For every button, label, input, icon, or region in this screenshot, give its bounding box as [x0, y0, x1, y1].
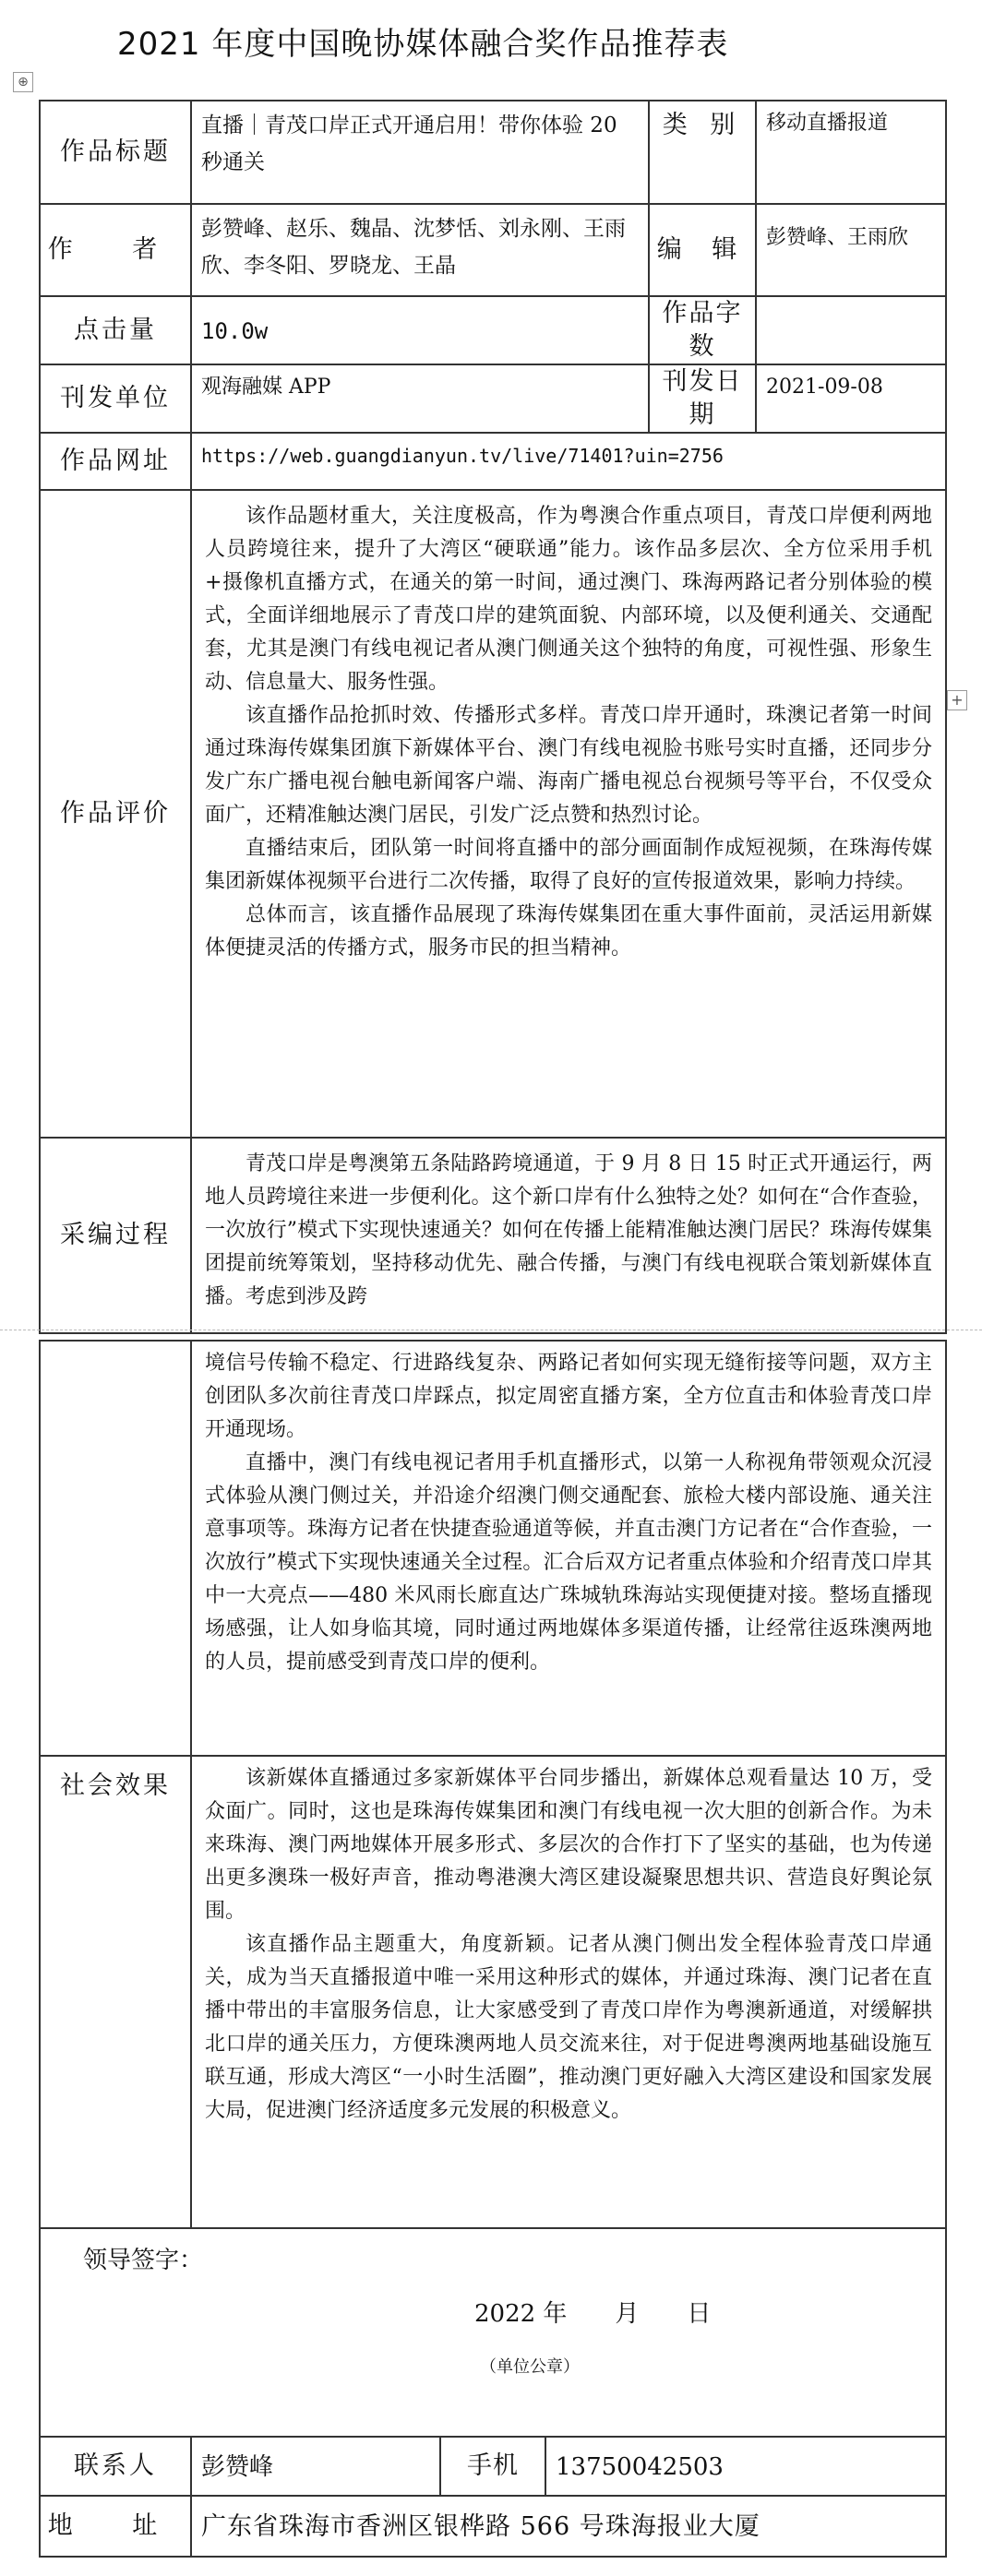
label-contact: 联系人 [40, 2437, 191, 2496]
page-title: 2021 年度中国晚协媒体融合奖作品推荐表 [117, 26, 729, 63]
review-paragraph: 总体而言，该直播作品展现了珠海传媒集团在重大事件面前，灵活运用新媒体便捷灵活的传播方式，服务市民的担当精神。 [205, 903, 933, 960]
leader-sign-label: 领导签字： [83, 2247, 204, 2274]
value-phone: 13750042503 [545, 2437, 946, 2496]
value-contact: 彭赞峰 [191, 2437, 440, 2496]
value-review [191, 490, 946, 1138]
process-paragraph: 直播中，澳门有线电视记者用手机直播形式，以第一人称视角带领观众沉浸式体验从澳门侧过关，并沿途介绍澳门侧交通配套、旅检大楼内部设施、通关注意事项等。珠海方记者在快捷查验通道等候，并直击澳门方记者在“合作查验，一次放行”模式下实现快速通关全过程。汇合后双方记者重点体验和介绍青茂口岸其中一大亮点——480 米风雨长廊直达广珠城轨珠海站实现便捷对接。整场直播现场感强，让人如身临其境，同时通过两地媒体多渠道传播，让经常往返珠澳两地的人员，提前感受到青茂口岸的便利。 [205, 1451, 933, 1674]
label-effect: 社会效果 [40, 1756, 191, 2228]
value-category: 移动直播报道 [756, 101, 946, 204]
value-effect [191, 1756, 946, 2228]
signature-block [40, 2228, 946, 2437]
label-process: 采编过程 [40, 1138, 191, 1333]
value-pubdate: 2021-09-08 [756, 364, 946, 433]
label-url: 作品网址 [40, 433, 191, 490]
sign-date: 2022 年 月 日 [474, 2300, 712, 2328]
recommendation-table-page1 [39, 100, 947, 1334]
review-paragraph: 直播结束后，团队第一时间将直播中的部分画面制作成短视频，在珠海传媒集团新媒体视频平台进行二次传播，取得了良好的宣传报道效果，影响力持续。 [205, 837, 933, 893]
label-address: 地 址 [40, 2496, 191, 2557]
value-title: 直播｜青茂口岸正式开通启用！带你体验 20 秒通关 [191, 101, 649, 204]
value-editor: 彭赞峰、王雨欣 [756, 204, 946, 296]
label-editor: 编 辑 [649, 204, 756, 296]
value-url[interactable]: https://web.guangdianyun.tv/live/71401?uin=2756 [191, 433, 946, 490]
label-category: 类 别 [649, 101, 756, 204]
label-clicks: 点击量 [40, 296, 191, 364]
process-paragraph: 青茂口岸是粤澳第五条陆路跨境通道，于 9 月 8 日 15 时正式开通运行，两地人员跨境往来进一步便利化。这个新口岸有什么独特之处？如何在“合作查验，一次放行”模式下实现快速通关？如何在传播上能精准触达澳门居民？珠海传媒集团提前统筹策划，坚持移动优先、融合传播，与澳门有线电视联合策划新媒体直播。考虑到涉及跨 [205, 1152, 933, 1308]
label-publisher: 刊发单位 [40, 364, 191, 433]
label-review: 作品评价 [40, 490, 191, 1138]
add-row-handle-icon[interactable]: + [947, 690, 967, 710]
review-paragraph: 该作品题材重大，关注度极高，作为粤澳合作重点项目，青茂口岸便利两地人员跨境往来，提升了大湾区“硬联通”能力。该作品多层次、全方位采用手机+摄像机直播方式，在通关的第一时间，通过澳门、珠海两路记者分别体验的模式，全面详细地展示了青茂口岸的建筑面貌、内部环境，以及便利通关、交通配套，尤其是澳门有线电视记者从澳门侧通关这个独特的角度，可视性强、形象生动、信息量大、服务性强。 [205, 505, 933, 694]
process-continued-label-cell [40, 1341, 191, 1756]
seal-note: （单位公章） [480, 2357, 580, 2377]
process-paragraph: 境信号传输不稳定、行进路线复杂、两路记者如何实现无缝衔接等问题，双方主创团队多次前往青茂口岸踩点，拟定周密直播方案，全方位直击和体验青茂口岸开通现场。 [205, 1352, 933, 1441]
value-clicks: 10.0w [191, 296, 649, 364]
value-address: 广东省珠海市香洲区银桦路 566 号珠海报业大厦 [191, 2496, 946, 2557]
value-publisher: 观海融媒 APP [191, 364, 649, 433]
table-move-handle-icon[interactable]: ⊕ [13, 72, 33, 92]
label-title: 作品标题 [40, 101, 191, 204]
review-paragraph: 该直播作品抢抓时效、传播形式多样。青茂口岸开通时，珠澳记者第一时间通过珠海传媒集团旗下新媒体平台、澳门有线电视脸书账号实时直播，还同步分发广东广播电视台触电新闻客户端、海南广播电视总台视频号等平台，不仅受众面广，还精准触达澳门居民，引发广泛点赞和热烈讨论。 [205, 704, 933, 827]
value-process-part1 [191, 1138, 946, 1333]
value-wordcount [756, 296, 946, 364]
label-author: 作 者 [40, 204, 191, 296]
label-pubdate: 刊发日期 [649, 364, 756, 433]
value-process-part2 [191, 1341, 946, 1756]
label-wordcount: 作品字数 [649, 296, 756, 364]
recommendation-table-page2 [39, 1340, 947, 2558]
value-author: 彭赞峰、赵乐、魏晶、沈梦恬、刘永刚、王雨欣、李冬阳、罗晓龙、王晶 [191, 204, 649, 296]
effect-paragraph: 该新媒体直播通过多家新媒体平台同步播出，新媒体总观看量达 10 万，受众面广。同时，这也是珠海传媒集团和澳门有线电视一次大胆的创新合作。为未来珠海、澳门两地媒体开展多形式、多层次的合作打下了坚实的基础，也为传递出更多澳珠一极好声音，推动粤港澳大湾区建设凝聚思想共识、营造良好舆论氛围。 [205, 1767, 933, 1923]
effect-paragraph: 该直播作品主题重大，角度新颖。记者从澳门侧出发全程体验青茂口岸通关，成为当天直播报道中唯一采用这种形式的媒体，并通过珠海、澳门记者在直播中带出的丰富服务信息，让大家感受到了青茂口岸作为粤澳新通道，对缓解拱北口岸的通关压力，方便珠澳两地人员交流来往，对于促进粤澳两地基础设施互联互通，形成大湾区“一小时生活圈”，推动澳门更好融入大湾区建设和国家发展大局，促进澳门经济适度多元发展的积极意义。 [205, 1933, 933, 2122]
label-phone: 手机 [440, 2437, 545, 2496]
